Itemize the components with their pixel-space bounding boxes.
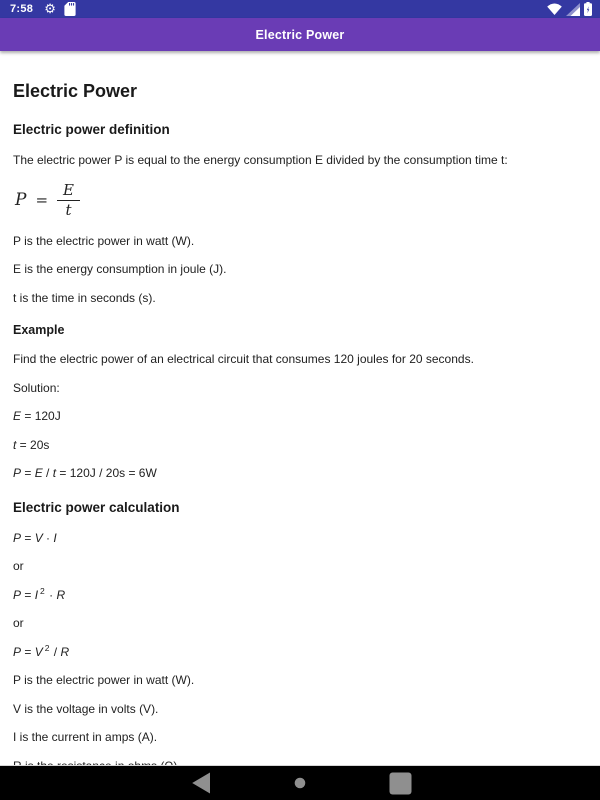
status-bar <box>0 0 600 18</box>
paragraph: or <box>13 559 24 573</box>
page-title: Electric Power <box>255 27 345 42</box>
battery-icon <box>584 2 592 16</box>
paragraph: E = 120J <box>13 409 61 423</box>
paragraph: Find the electric power of an electrical circuit that consumes 120 joules for 20 seconds. <box>13 352 474 366</box>
app-bar <box>0 18 600 51</box>
content[interactable] <box>0 51 600 765</box>
heading: Example <box>13 322 65 337</box>
home-button[interactable] <box>288 770 312 796</box>
home-icon <box>294 777 306 789</box>
paragraph: I is the current in amps (A). <box>13 730 158 744</box>
recents-icon <box>389 772 412 795</box>
heading: Electric Power <box>13 81 138 101</box>
status-bar-right-icons <box>547 2 592 16</box>
cell-signal-icon <box>566 3 580 16</box>
paragraph: P is the electric power in watt (W). <box>13 673 195 687</box>
paragraph: t is the time in seconds (s). <box>13 290 156 305</box>
settings-icon: ⚙ <box>44 1 56 16</box>
wifi-icon <box>547 3 562 15</box>
paragraph: P = E / t = 120J / 20s = 6W <box>13 466 157 480</box>
paragraph: P = V · I <box>13 530 57 545</box>
paragraph: P is the electric power in watt (W). <box>13 233 195 248</box>
paragraph: t = 20s <box>13 437 50 452</box>
heading: Electric power definition <box>13 122 170 137</box>
paragraph: E is the energy consumption in joule (J). <box>13 262 227 276</box>
paragraph: or <box>13 616 24 630</box>
recents-button[interactable] <box>388 770 412 796</box>
back-icon <box>190 771 211 795</box>
android-nav-bar <box>0 765 600 800</box>
paragraph: Solution: <box>13 380 60 395</box>
back-button[interactable] <box>188 770 212 796</box>
formula-power-fraction: P = $\frac{E}{t}$ <box>15 181 587 219</box>
paragraph: P = I $^2$ · R <box>13 585 66 602</box>
paragraph: P = V $^2$ / R <box>13 642 70 659</box>
heading: Electric power calculation <box>13 500 180 515</box>
clock: 7:58 <box>10 3 34 15</box>
paragraph: V is the voltage in volts (V). <box>13 701 159 716</box>
paragraph: The electric power P is equal to the energy consumption E divided by the consumption time t: <box>13 152 508 167</box>
sd-card-icon <box>64 2 76 16</box>
